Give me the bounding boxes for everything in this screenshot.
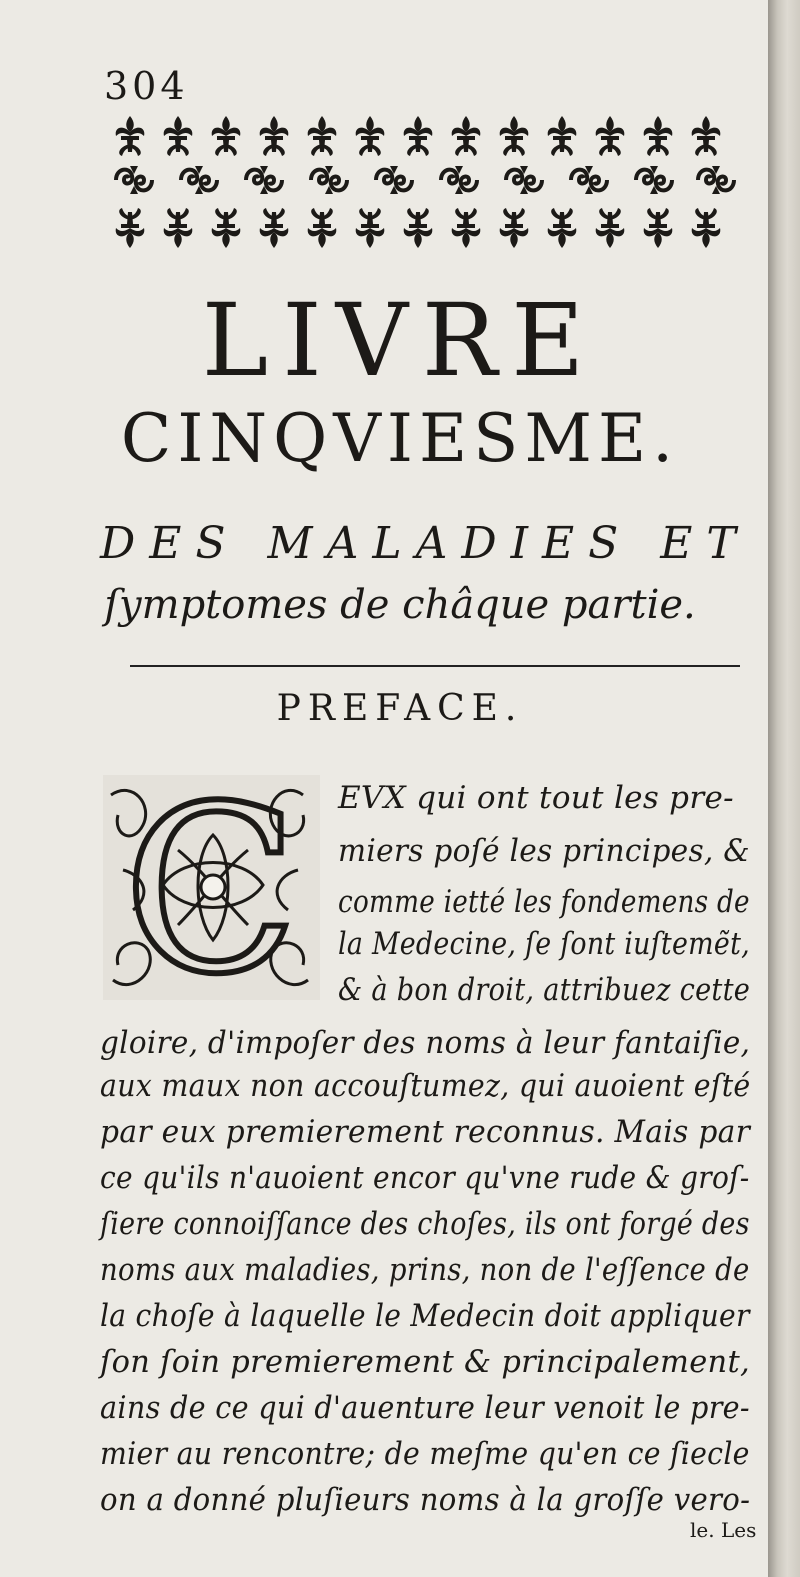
text-line: mier au rencontre; de meſme qu'en ce ſiecle: [100, 1436, 750, 1472]
text-line: comme ietté les fondemens de: [338, 884, 750, 920]
initial-letter: C: [123, 775, 299, 1000]
book-title: LIVRE: [201, 282, 599, 399]
text-line: par eux premierement reconnus. Mais par: [100, 1114, 751, 1150]
catchword: le. Les: [690, 1518, 757, 1542]
book-number: CINQVIESME.: [120, 400, 680, 477]
text-line: ains de ce qui d'auenture leur venoit le pre-: [100, 1390, 750, 1426]
text-line: la choſe à laquelle le Medecin doit appliquer: [100, 1298, 750, 1334]
text-line: EVX qui ont tout les pre-: [338, 780, 734, 816]
page-gutter: [768, 0, 800, 1577]
text-line: miers poſé les principes, &: [338, 833, 750, 869]
text-line: on a donné pluſieurs noms à la groſſe vero-: [100, 1482, 751, 1518]
text-line: & à bon droit, attribuez cette: [338, 972, 751, 1008]
text-line: ce qu'ils n'auoient encor qu'vne rude & groſ-: [100, 1160, 750, 1196]
page-number: 304: [104, 64, 189, 108]
horizontal-rule: [130, 665, 740, 667]
subtitle-line-2: ſymptomes de châque partie.: [104, 582, 696, 628]
fleuron-ornament-band: [104, 100, 749, 260]
text-line: ſiere connoiſſance des choſes, ils ont forgé des: [100, 1206, 750, 1242]
text-line: la Medecine, ſe ſont iuſtemẽt,: [338, 926, 750, 962]
decorated-initial: [103, 775, 320, 1000]
section-title: PREFACE.: [276, 688, 524, 729]
text-line: ſon ſoin premierement & principalement,: [100, 1344, 751, 1380]
text-line: aux maux non accouſtumez, qui auoient eſté: [100, 1068, 751, 1104]
subtitle-line-1: DES MALADIES ET: [100, 518, 750, 569]
text-line: noms aux maladies, prins, non de l'eſſence de: [100, 1252, 750, 1288]
text-line: gloire, d'impoſer des noms à leur fantaiſie,: [100, 1025, 751, 1061]
